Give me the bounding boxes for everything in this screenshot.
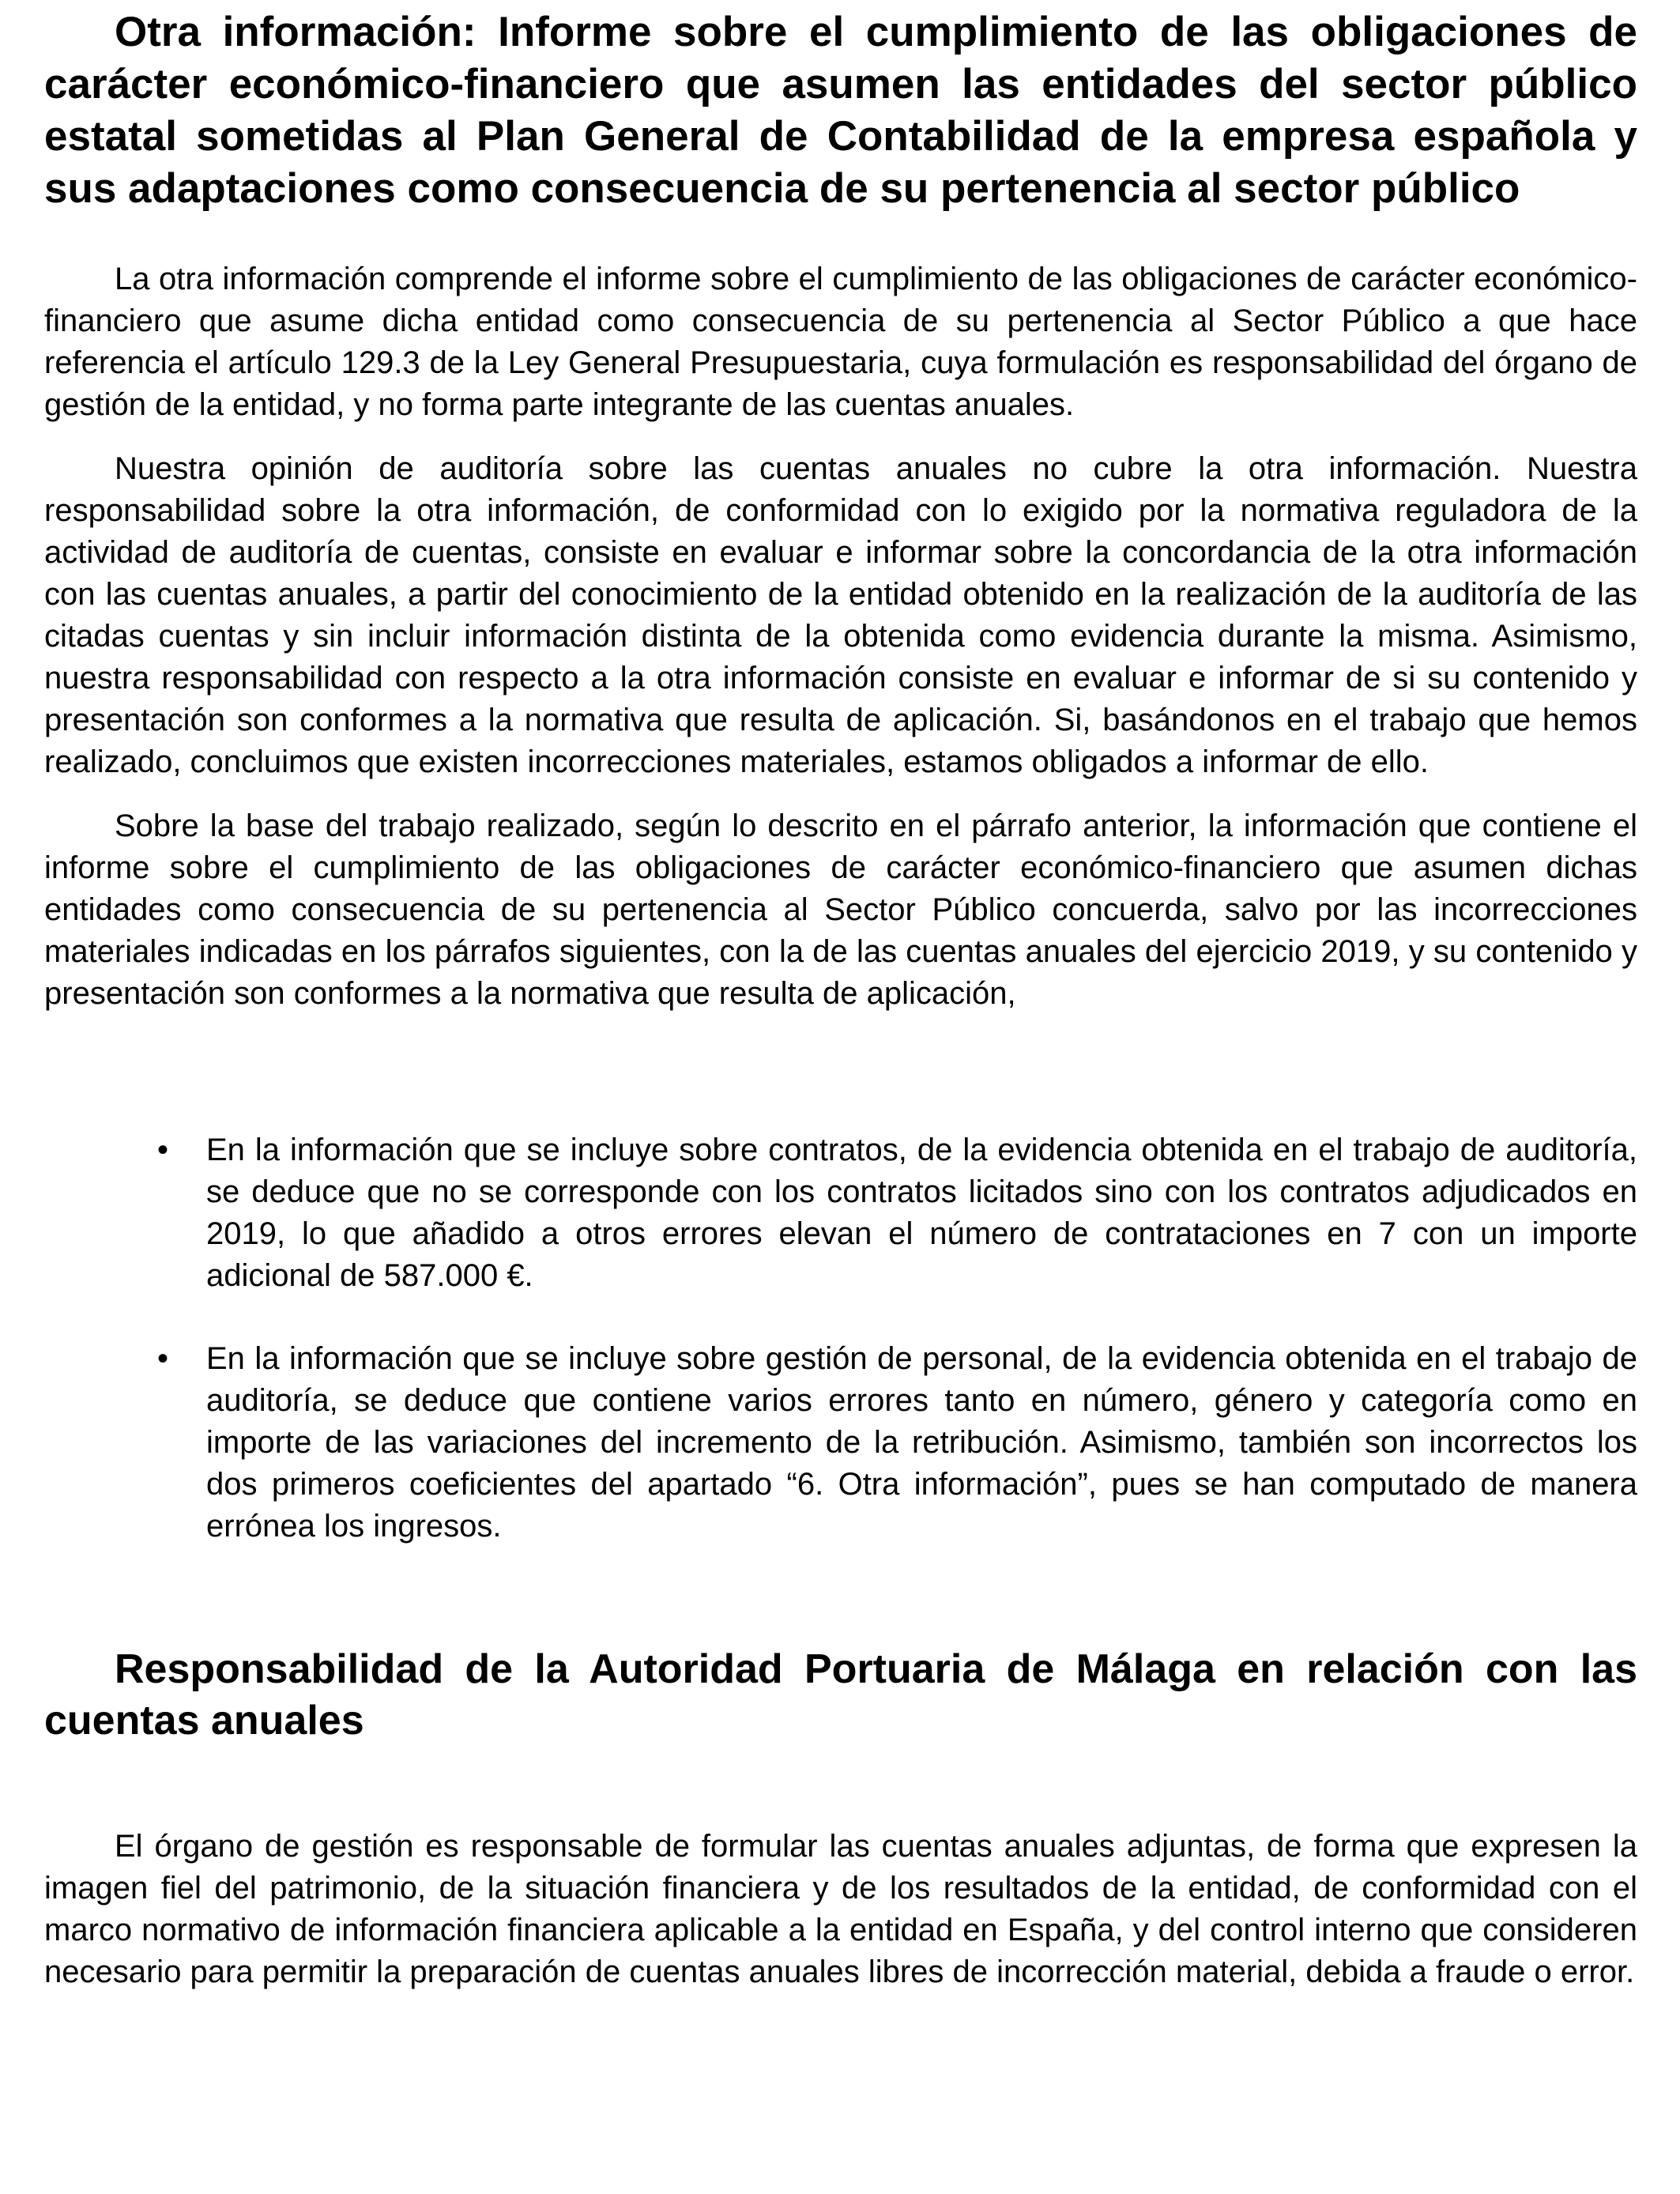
document-page bbox=[44, 6, 1637, 1993]
paragraph-otra-informacion-2: Nuestra opinión de auditoría sobre las cuentas anuales no cubre la otra información. Nuestra responsabilidad sobre la otra información, de conformidad con lo exigido por la normativa reguladora de la actividad de auditoría de cuentas, consiste en evaluar e informar sobre la concordancia de la otra información con las cuentas anuales, a partir del conocimiento de la entidad obtenido en la realización de la auditoría de las citadas cuentas y sin incluir información distinta de la obtenida como evidencia durante la misma. Asimismo, nuestra responsabilidad con respecto a la otra información consiste en evaluar e informar de si su contenido y presentación son conformes a la normativa que resulta de aplicación. Si, basándonos en el trabajo que hemos realizado, concluimos que existen incorrecciones materiales, estamos obligados a informar de ello. bbox=[44, 451, 1637, 779]
list-item-text: En la información que se incluye sobre contratos, de la evidencia obtenida en el trabajo de auditoría, se deduce que no se corresponde con los contratos licitados sino con los contratos adjudicados en 2019, lo que añadido a otros errores elevan el número de contrataciones en 7 con un importe adicional de 587.000 €. bbox=[206, 1133, 1637, 1293]
list-item-text: En la información que se incluye sobre gestión de personal, de la evidencia obtenida en el trabajo de auditoría, se deduce que contiene varios errores tanto en número, género y categoría como en importe de las variaciones del incremento de la retribución. Asimismo, también son incorrectos los dos primeros coeficientes del apartado “6. Otra información”, pues se han computado de manera errónea los ingresos. bbox=[206, 1341, 1637, 1544]
paragraph-responsabilidad-1: El órgano de gestión es responsable de formular las cuentas anuales adjuntas, de forma que expresen la imagen fiel del patrimonio, de la situación financiera y de los resultados de la entidad, de conformidad con el marco normativo de información financiera aplicable a la entidad en España, y del control interno que consideren necesario para permitir la preparación de cuentas anuales libres de incorrección material, debida a fraude o error. bbox=[44, 1829, 1637, 1989]
incorrecciones-list bbox=[44, 1129, 1637, 1547]
bullet-icon: • bbox=[157, 1341, 169, 1376]
paragraph-otra-informacion-3: Sobre la base del trabajo realizado, según lo descrito en el párrafo anterior, la información que contiene el informe sobre el cumplimiento de las obligaciones de carácter económico-financiero que asumen dichas entidades como consecuencia de su pertenencia al Sector Público concuerda, salvo por las incorrecciones materiales indicadas en los párrafos siguientes, con la de las cuentas anuales del ejercicio 2019, y su contenido y presentación son conformes a la normativa que resulta de aplicación, bbox=[44, 809, 1637, 1011]
section-heading-responsabilidad: Responsabilidad de la Autoridad Portuaria de Málaga en relación con las cuentas anuales bbox=[44, 1646, 1637, 1744]
bullet-icon: • bbox=[157, 1133, 169, 1167]
section-heading-otra-informacion: Otra información: Informe sobre el cumplimiento de las obligaciones de carácter económico-financiero que asumen las entidades del sector público estatal sometidas al Plan General de Contabilidad de la empresa española y sus adaptaciones como consecuencia de su pertenencia al sector público bbox=[44, 9, 1637, 212]
paragraph-otra-informacion-1: La otra información comprende el informe sobre el cumplimiento de las obligaciones de carácter económico-financiero que asume dicha entidad como consecuencia de su pertenencia al Sector Público a que hace referencia el artículo 129.3 de la Ley General Presupuestaria, cuya formulación es responsabilidad del órgano de gestión de la entidad, y no forma parte integrante de las cuentas anuales. bbox=[44, 262, 1637, 422]
list-item bbox=[157, 1129, 1637, 1297]
list-item bbox=[157, 1338, 1637, 1547]
